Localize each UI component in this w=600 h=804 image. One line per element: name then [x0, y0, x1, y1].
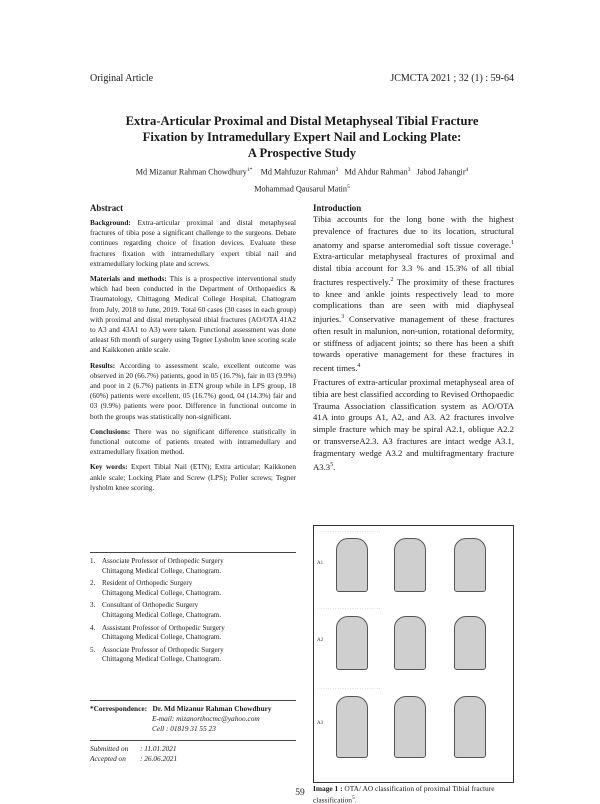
paper-title [90, 113, 514, 161]
bone-sketch [454, 538, 486, 592]
figure-row-caption: · · · · · · · · · · · · · · · · · · · · · · · · · · [318, 529, 381, 534]
bone-sketch [336, 538, 368, 592]
bone-sketch [394, 538, 426, 592]
journal-citation: JCMCTA 2021 ; 32 (1) : 59-64 [390, 73, 514, 84]
figure-classification [313, 525, 514, 783]
page-number: 59 [295, 788, 305, 798]
accepted-date: : 26.06.2021 [140, 754, 178, 763]
affiliation-item: 1. Associate Professor of Orthopedic Surgery Chittagong Medical College, Chattogram. [90, 557, 224, 575]
correspondence-label: *Correspondence: [90, 704, 148, 713]
correspondence-email: E-mail: mizanorthocmc@yahoo.com [152, 714, 260, 723]
bone-sketch [394, 696, 426, 758]
affiliation-item: 2. Resident of Orthopedic Surgery Chittagong Medical College, Chattogram. [90, 579, 222, 597]
author-name: Md Mahfuzur Rahman [260, 167, 336, 177]
intro-paragraph-2: Fractures of extra-articular proximal metaphyseal area of tibia are best classified according to Revised Orthopaedic Trauma Association classification system as AO/OTA 41A into groups A1, A2, and A3. A2 fractures involve simple fracture which may be spiral A2.1, oblique A2.2 or transverseA2.3. A3 fractures are intact wedge A3.1, fragmentary wedge A3.2 and multifragmentary fracture $A3.3^5$. [313, 376, 514, 472]
author-sup: 2 [335, 167, 339, 173]
abstract-background: Background: Extra-articular proximal and distal metaphyseal fractures of tibia pose a significant challenge to the surgeons. Debate continues regarding choice of fixation devices. Evaluate these fractures fixation with intramedullary expert tibial nail and extramedullary locking plate and screws. [90, 218, 296, 268]
title-line-3: A Prospective Study [247, 146, 357, 160]
author-sup: 3 [407, 167, 411, 173]
figure-label-a1: A1 [317, 561, 324, 566]
abstract-conclusions: Conclusions: There was no significant difference statistically in functional outcome of patients treated with intramedullary and extramedullary fixation method. [90, 426, 296, 457]
affiliation-item: 3. Consultant of Orthopedic Surgery Chittagong Medical College, Chattogram. [90, 601, 222, 619]
figure-label-a2: A2 [317, 638, 324, 643]
abstract-methods: Materials and methods: This is a prospective interventional study which had been conducted in the Department of Orthopaedics & Traumatology, Chittagong Medical College Hospital, Chattogram from July, 2018 to June, 2019. Total 60 cases (30 cases in each group) with proximal and distal metaphyseal tibial fractures (AO/OTA 41A2 to A3 and 43A1 to A3) were taken. Functional assessment was done atleast 6th month of surgery using Tegner Lysholm knee scoring scale and Kaikkonen ankle scale. [90, 274, 296, 355]
author-list [90, 163, 514, 196]
author-name: Jabod Jahangir [416, 167, 466, 177]
divider [90, 552, 296, 553]
introduction-heading: Introduction [313, 203, 362, 213]
bone-sketch [454, 616, 486, 670]
divider [90, 700, 296, 701]
figure-label-a3: A3 [317, 721, 324, 726]
submitted-date: : 11.01.2021 [140, 744, 177, 753]
dates [90, 744, 296, 764]
bone-sketch [394, 616, 426, 670]
introduction-body [313, 214, 514, 478]
article-type: Original Article [90, 73, 154, 84]
author-sup: 5 [347, 183, 350, 190]
title-line-2: Fixation by Intramedullary Expert Nail and Locking Plate: [142, 130, 462, 144]
figure-caption: Image 1 : OTA/ AO classification of proximal Tibial fracture classification$^5$. [313, 784, 495, 804]
abstract-heading: Abstract [90, 203, 124, 213]
bone-sketch [454, 696, 486, 758]
abstract-keywords: Key words: Expert Tibial Nail (ETN); Extra articular; Kaikkonen ankle scale; Locking Plate and Screw (LPS); Poller screws; Tegner lysholm knee scoring. [90, 462, 297, 492]
author-name: Mohammad Qausarul Matin [254, 184, 348, 194]
author-sup: 4 [465, 167, 469, 173]
submitted-label: Submitted on [90, 744, 129, 753]
bone-sketch [336, 696, 368, 758]
author-name: Md Mizanur Rahman Chowdhury [135, 167, 247, 177]
affiliations [90, 557, 296, 668]
affiliation-item: 4. Asssistant Professor of Orthopedic Surgery Chittagong Medical College, Chattogram. [90, 623, 225, 642]
correspondence-name: Dr. Md Mizanur Rahman Chowdhury [152, 704, 272, 713]
intro-paragraph-1: Tibia accounts for the long bone with the highest prevalence of fractures due to its location, structural anatomy and sparse anteromedial soft tissue coverage.$^1$ Extra-articular metaphyseal fractures of proximal and distal tibia account for 3.3 % and 15.3% of all tibial fractures respectively.$^2$ The proximity of these fractures to knee and ankle joints respectively lead to more complications than are seen with mid diaphyseal injuries.$^3$ Conservative management of these fractures often result in malunion, non-union, rotational deformity, or stiffness of adjacent joints; so there has been a shift towards operative management for these fractures in recent times.$^4$ [313, 214, 514, 374]
figure-row-caption: · · · · · · · · · · · · · · · · · · · · · · · · · · [318, 686, 381, 691]
abstract-body [90, 218, 296, 498]
title-line-1: Extra-Articular Proximal and Distal Metaphyseal Tibial Fracture [125, 114, 479, 128]
abstract-results: Results: According to assessment scale, excellent outcome was observed in 20 (66.7%) patients, good in 05 (16.7%), fair in 03 (9.9%) and poor in 2 (6.7%) patients in ETN group while in LPS group, 18 (60%) patients were excellent, 05 (16.7%) good, 04 (14.3%) fair and 03 (9.9%) patients were poor. Difference in functional outcome in both the groups was statistically non-significant. [90, 360, 297, 421]
figure-row-caption: · · · · · · · · · · · · · · · · · · · · · · · · · · [318, 606, 381, 611]
author-name: Md Ahdur Rahman [344, 167, 408, 177]
author-sup: 1* [246, 167, 253, 173]
bone-sketch [336, 616, 368, 670]
divider [90, 740, 296, 741]
accepted-label: Accepted on [90, 754, 126, 763]
correspondence [90, 704, 296, 734]
correspondence-cell: Cell : 01819 31 55 23 [152, 724, 216, 733]
affiliation-item: 5. Associate Professor of Orthopedic Surgery Chittagong Medical College, Chattogram. [90, 645, 224, 664]
